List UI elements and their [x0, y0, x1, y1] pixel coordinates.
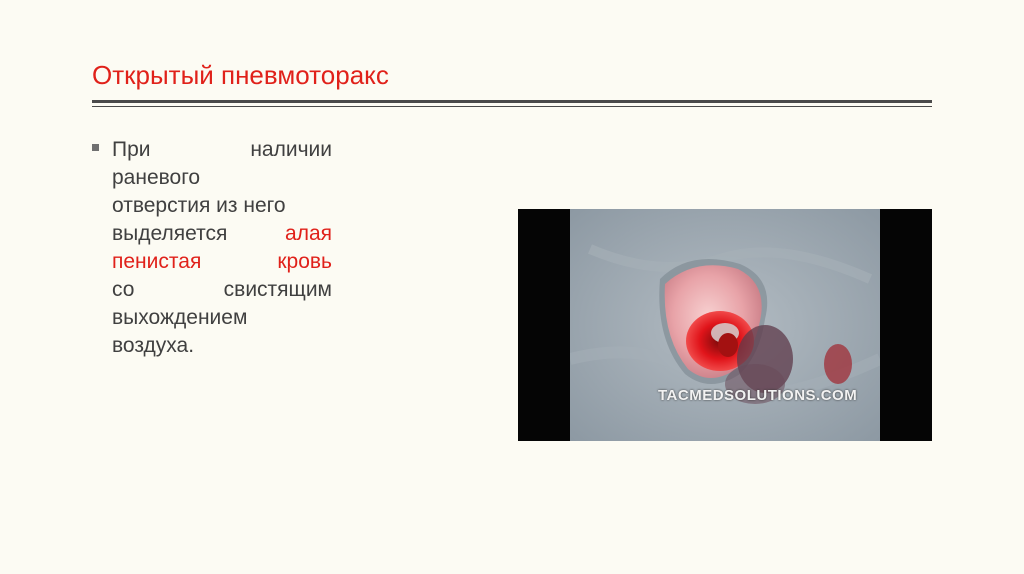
text-line [112, 192, 332, 220]
text-word: воздуха. [112, 334, 195, 357]
text-word: выделяется [112, 222, 228, 245]
text-word: отверстия из него [112, 194, 286, 217]
text-line [112, 304, 332, 332]
slide-title: Открытый пневмоторакс [92, 60, 389, 90]
text-word: При [112, 138, 151, 161]
bullet-list [92, 136, 332, 360]
text-word: свистящим [223, 278, 332, 301]
text-word: выхождением [112, 306, 248, 329]
text-line-highlight [112, 248, 332, 276]
highlight-word: пенистая [112, 250, 202, 273]
highlight-word: кровь [277, 250, 332, 273]
text-line [112, 164, 332, 192]
highlight-word: алая [285, 222, 332, 245]
text-line [112, 276, 332, 304]
photo-content [570, 209, 880, 441]
wound-photo [518, 209, 932, 441]
text-line [112, 136, 332, 164]
bullet-marker-icon [92, 144, 99, 151]
blood-drop [824, 344, 852, 384]
text-word: наличии [250, 138, 332, 161]
wound-illustration [570, 209, 880, 441]
image-watermark: TACMEDSOLUTIONS.COM [658, 387, 858, 404]
text-word: раневого [112, 166, 201, 189]
text-word: со [112, 278, 135, 301]
title-divider-thin [92, 106, 932, 107]
text-line [112, 332, 332, 360]
text-line [112, 220, 332, 248]
bullet-text [112, 136, 332, 360]
title-divider-thick [92, 100, 932, 103]
